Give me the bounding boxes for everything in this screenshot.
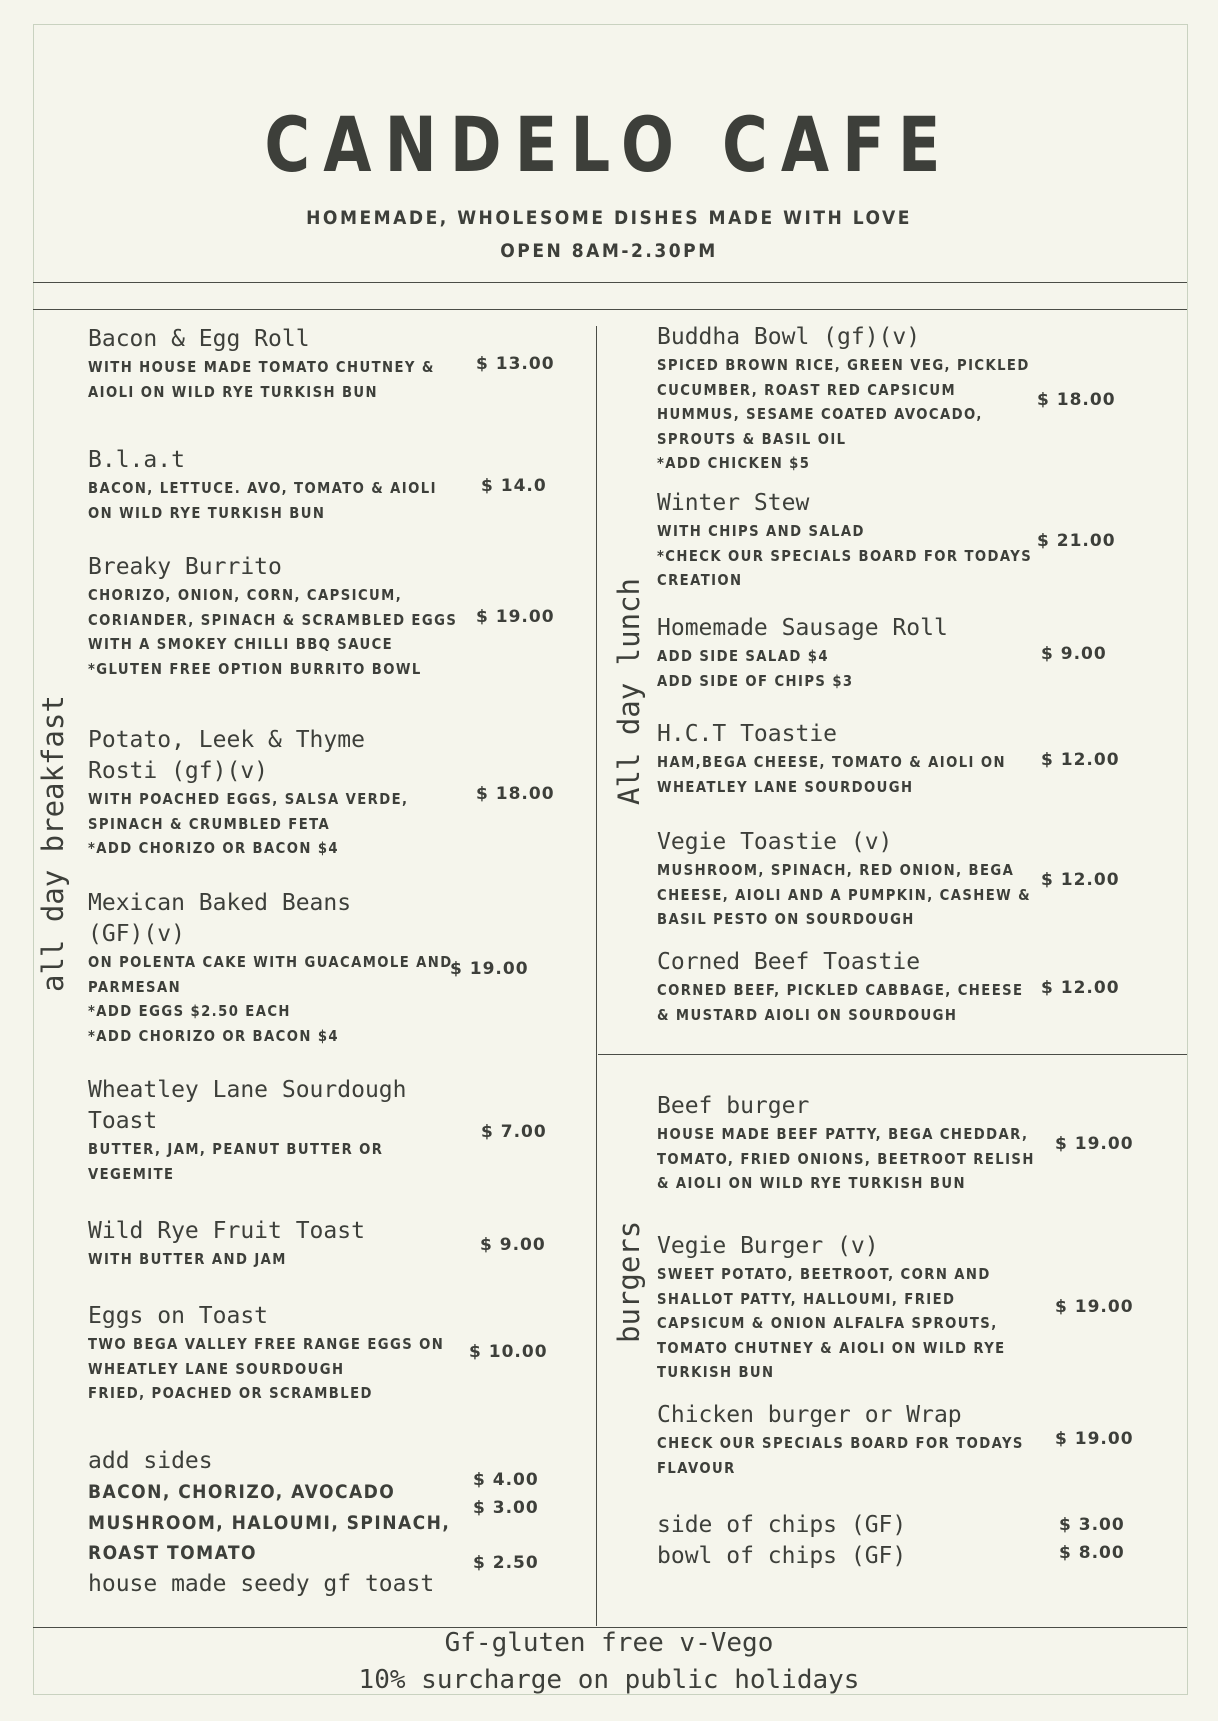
- menu-item: [657, 322, 1057, 476]
- menu-item: [88, 445, 488, 525]
- menu-item: [88, 888, 488, 1048]
- item-description: HOUSE MADE BEEF PATTY, BEGA CHEDDAR, TOMATO, FRIED ONIONS, BEETROOT RELISH & AIOLI ON WILD RYE TURKISH BUN: [657, 1125, 1035, 1192]
- menu-item: [657, 719, 1057, 799]
- item-description: WITH BUTTER AND JAM: [88, 1250, 287, 1268]
- item-description: ADD SIDE SALAD $4 ADD SIDE OF CHIPS $3: [657, 647, 854, 690]
- item-price: $ 12.00: [1041, 978, 1120, 998]
- menu-item: [657, 1091, 1057, 1196]
- add-sides-block: [88, 1446, 488, 1600]
- item-price: $ 19.00: [1055, 1134, 1134, 1154]
- item-price: $ 19.00: [450, 959, 529, 979]
- item-description: MUSHROOM, SPINACH, RED ONION, BEGA CHEESE, AIOLI AND A PUMPKIN, CASHEW & BASIL PESTO ON SOURDOUGH: [657, 861, 1032, 928]
- item-description: CHORIZO, ONION, CORN, CAPSICUM, CORIANDER, SPINACH & SCRAMBLED EGGS WITH A SMOKEY CHILLI BBQ SAUCE *GLUTEN FREE OPTION BURRITO BOWL: [88, 586, 458, 678]
- item-name: Wild Rye Fruit Toast: [88, 1218, 365, 1244]
- menu-item: [657, 1400, 1057, 1480]
- sides-toast-line: house made seedy gf toast: [88, 1570, 435, 1597]
- side-price: $ 4.00: [473, 1470, 539, 1490]
- item-price: $ 7.00: [481, 1122, 547, 1142]
- item-price: $ 19.00: [1055, 1429, 1134, 1449]
- item-name: Breaky Burrito: [88, 554, 282, 580]
- item-description: BUTTER, JAM, PEANUT BUTTER OR VEGEMITE: [88, 1140, 384, 1183]
- item-price: $ 9.00: [1041, 644, 1107, 664]
- burgers-section-label: burgers: [612, 1220, 646, 1343]
- sides-line: MUSHROOM, HALOUMI, SPINACH,: [88, 1511, 451, 1534]
- side-price: $ 2.50: [473, 1553, 539, 1573]
- item-description: SPICED BROWN RICE, GREEN VEG, PICKLED CUCUMBER, ROAST RED CAPSICUM HUMMUS, SESAME COATED AVOCADO, SPROUTS & BASIL OIL *ADD CHICKEN $5: [657, 356, 1030, 472]
- breakfast-section-label: all day breakfast: [36, 695, 70, 992]
- item-name: Beef burger: [657, 1093, 810, 1119]
- item-description: WITH POACHED EGGS, SALSA VERDE, SPINACH & CRUMBLED FETA *ADD CHORIZO OR BACON $4: [88, 790, 409, 857]
- item-name: Vegie Toastie (v): [657, 829, 893, 855]
- header-divider-bottom: [33, 309, 1187, 310]
- item-price: $ 12.00: [1041, 750, 1120, 770]
- sides-line: BACON, CHORIZO, AVOCADO: [88, 1481, 396, 1503]
- lunch-section-label: All day lunch: [612, 578, 646, 805]
- item-description: WITH HOUSE MADE TOMATO CHUTNEY & AIOLI ON WILD RYE TURKISH BUN: [88, 358, 435, 401]
- item-price: $ 18.00: [1037, 390, 1116, 410]
- item-price: $ 18.00: [476, 784, 555, 804]
- menu-item: [657, 827, 1057, 932]
- item-description: WITH CHIPS AND SALAD *CHECK OUR SPECIALS BOARD FOR TODAYS CREATION: [657, 522, 1033, 589]
- chips-name: bowl of chips (GF): [657, 1543, 907, 1569]
- item-price: $ 12.00: [1041, 870, 1120, 890]
- menu-item: [88, 1216, 488, 1272]
- sides-heading: add sides: [88, 1448, 213, 1474]
- item-description: CHECK OUR SPECIALS BOARD FOR TODAYS FLAVOUR: [657, 1434, 1024, 1477]
- side-price: $ 3.00: [473, 1498, 539, 1518]
- item-description: ON POLENTA CAKE WITH GUACAMOLE AND PARMESAN *ADD EGGS $2.50 EACH *ADD CHORIZO OR BACON $4: [88, 953, 453, 1045]
- menu-item: [657, 1231, 1057, 1385]
- chips-item: [657, 1541, 1017, 1572]
- item-price: $ 19.00: [1055, 1297, 1134, 1317]
- item-name: Mexican Baked Beans (GF)(v): [88, 890, 352, 947]
- item-name: H.C.T Toastie: [657, 721, 838, 747]
- item-name: Wheatley Lane Sourdough Toast: [88, 1077, 407, 1134]
- lunch-burgers-divider: [598, 1054, 1187, 1055]
- item-name: Winter Stew: [657, 490, 810, 516]
- dietary-legend: Gf-gluten free v-Vego: [444, 1628, 774, 1658]
- chips-price: $ 3.00: [1059, 1515, 1125, 1535]
- item-name: Bacon & Egg Roll: [88, 326, 310, 352]
- menu-item: [88, 725, 488, 861]
- item-name: Homemade Sausage Roll: [657, 615, 948, 641]
- chips-price: $ 8.00: [1059, 1543, 1125, 1563]
- cafe-title: CANDELO CAFE: [264, 100, 954, 189]
- menu-item: [657, 947, 1057, 1027]
- menu-item: [657, 488, 1057, 593]
- item-description: SWEET POTATO, BEETROOT, CORN AND SHALLOT PATTY, HALLOUMI, FRIED CAPSICUM & ONION ALFALFA SPROUTS, TOMATO CHUTNEY & AIOLI ON WILD RYE TURKISH BUN: [657, 1265, 1006, 1381]
- tagline: HOMEMADE, WHOLESOME DISHES MADE WITH LOVE: [306, 207, 912, 229]
- item-name: Vegie Burger (v): [657, 1233, 879, 1259]
- item-price: $ 10.00: [469, 1342, 548, 1362]
- menu-item: [88, 1301, 488, 1406]
- column-divider: [596, 326, 597, 1626]
- chips-item: [657, 1510, 1017, 1541]
- item-price: $ 13.00: [476, 354, 555, 374]
- chips-name: side of chips (GF): [657, 1512, 907, 1538]
- opening-hours: OPEN 8AM-2.30PM: [500, 240, 718, 262]
- item-name: Eggs on Toast: [88, 1303, 269, 1329]
- header-divider-top: [33, 282, 1187, 283]
- item-name: Potato, Leek & Thyme Rosti (gf)(v): [88, 727, 365, 784]
- item-description: CORNED BEEF, PICKLED CABBAGE, CHEESE & MUSTARD AIOLI ON SOURDOUGH: [657, 981, 1024, 1024]
- item-price: $ 19.00: [476, 607, 555, 627]
- menu-item: [88, 552, 488, 681]
- sides-line: ROAST TOMATO: [88, 1542, 258, 1564]
- menu-item: [88, 324, 488, 404]
- holiday-surcharge-note: 10% surcharge on public holidays: [358, 1665, 860, 1695]
- item-description: HAM,BEGA CHEESE, TOMATO & AIOLI ON WHEATLEY LANE SOURDOUGH: [657, 753, 1006, 796]
- item-price: $ 21.00: [1037, 531, 1116, 551]
- item-name: Corned Beef Toastie: [657, 949, 921, 975]
- item-name: B.l.a.t: [88, 447, 185, 473]
- item-price: $ 9.00: [480, 1235, 546, 1255]
- item-name: Chicken burger or Wrap: [657, 1402, 962, 1428]
- item-description: BACON, LETTUCE. AVO, TOMATO & AIOLI ON WILD RYE TURKISH BUN: [88, 479, 437, 522]
- menu-item: [657, 613, 1057, 693]
- menu-item: [88, 1075, 488, 1186]
- item-description: TWO BEGA VALLEY FREE RANGE EGGS ON WHEATLEY LANE SOURDOUGH FRIED, POACHED OR SCRAMBLED: [88, 1335, 445, 1402]
- item-price: $ 14.0: [481, 476, 547, 496]
- item-name: Buddha Bowl (gf)(v): [657, 324, 921, 350]
